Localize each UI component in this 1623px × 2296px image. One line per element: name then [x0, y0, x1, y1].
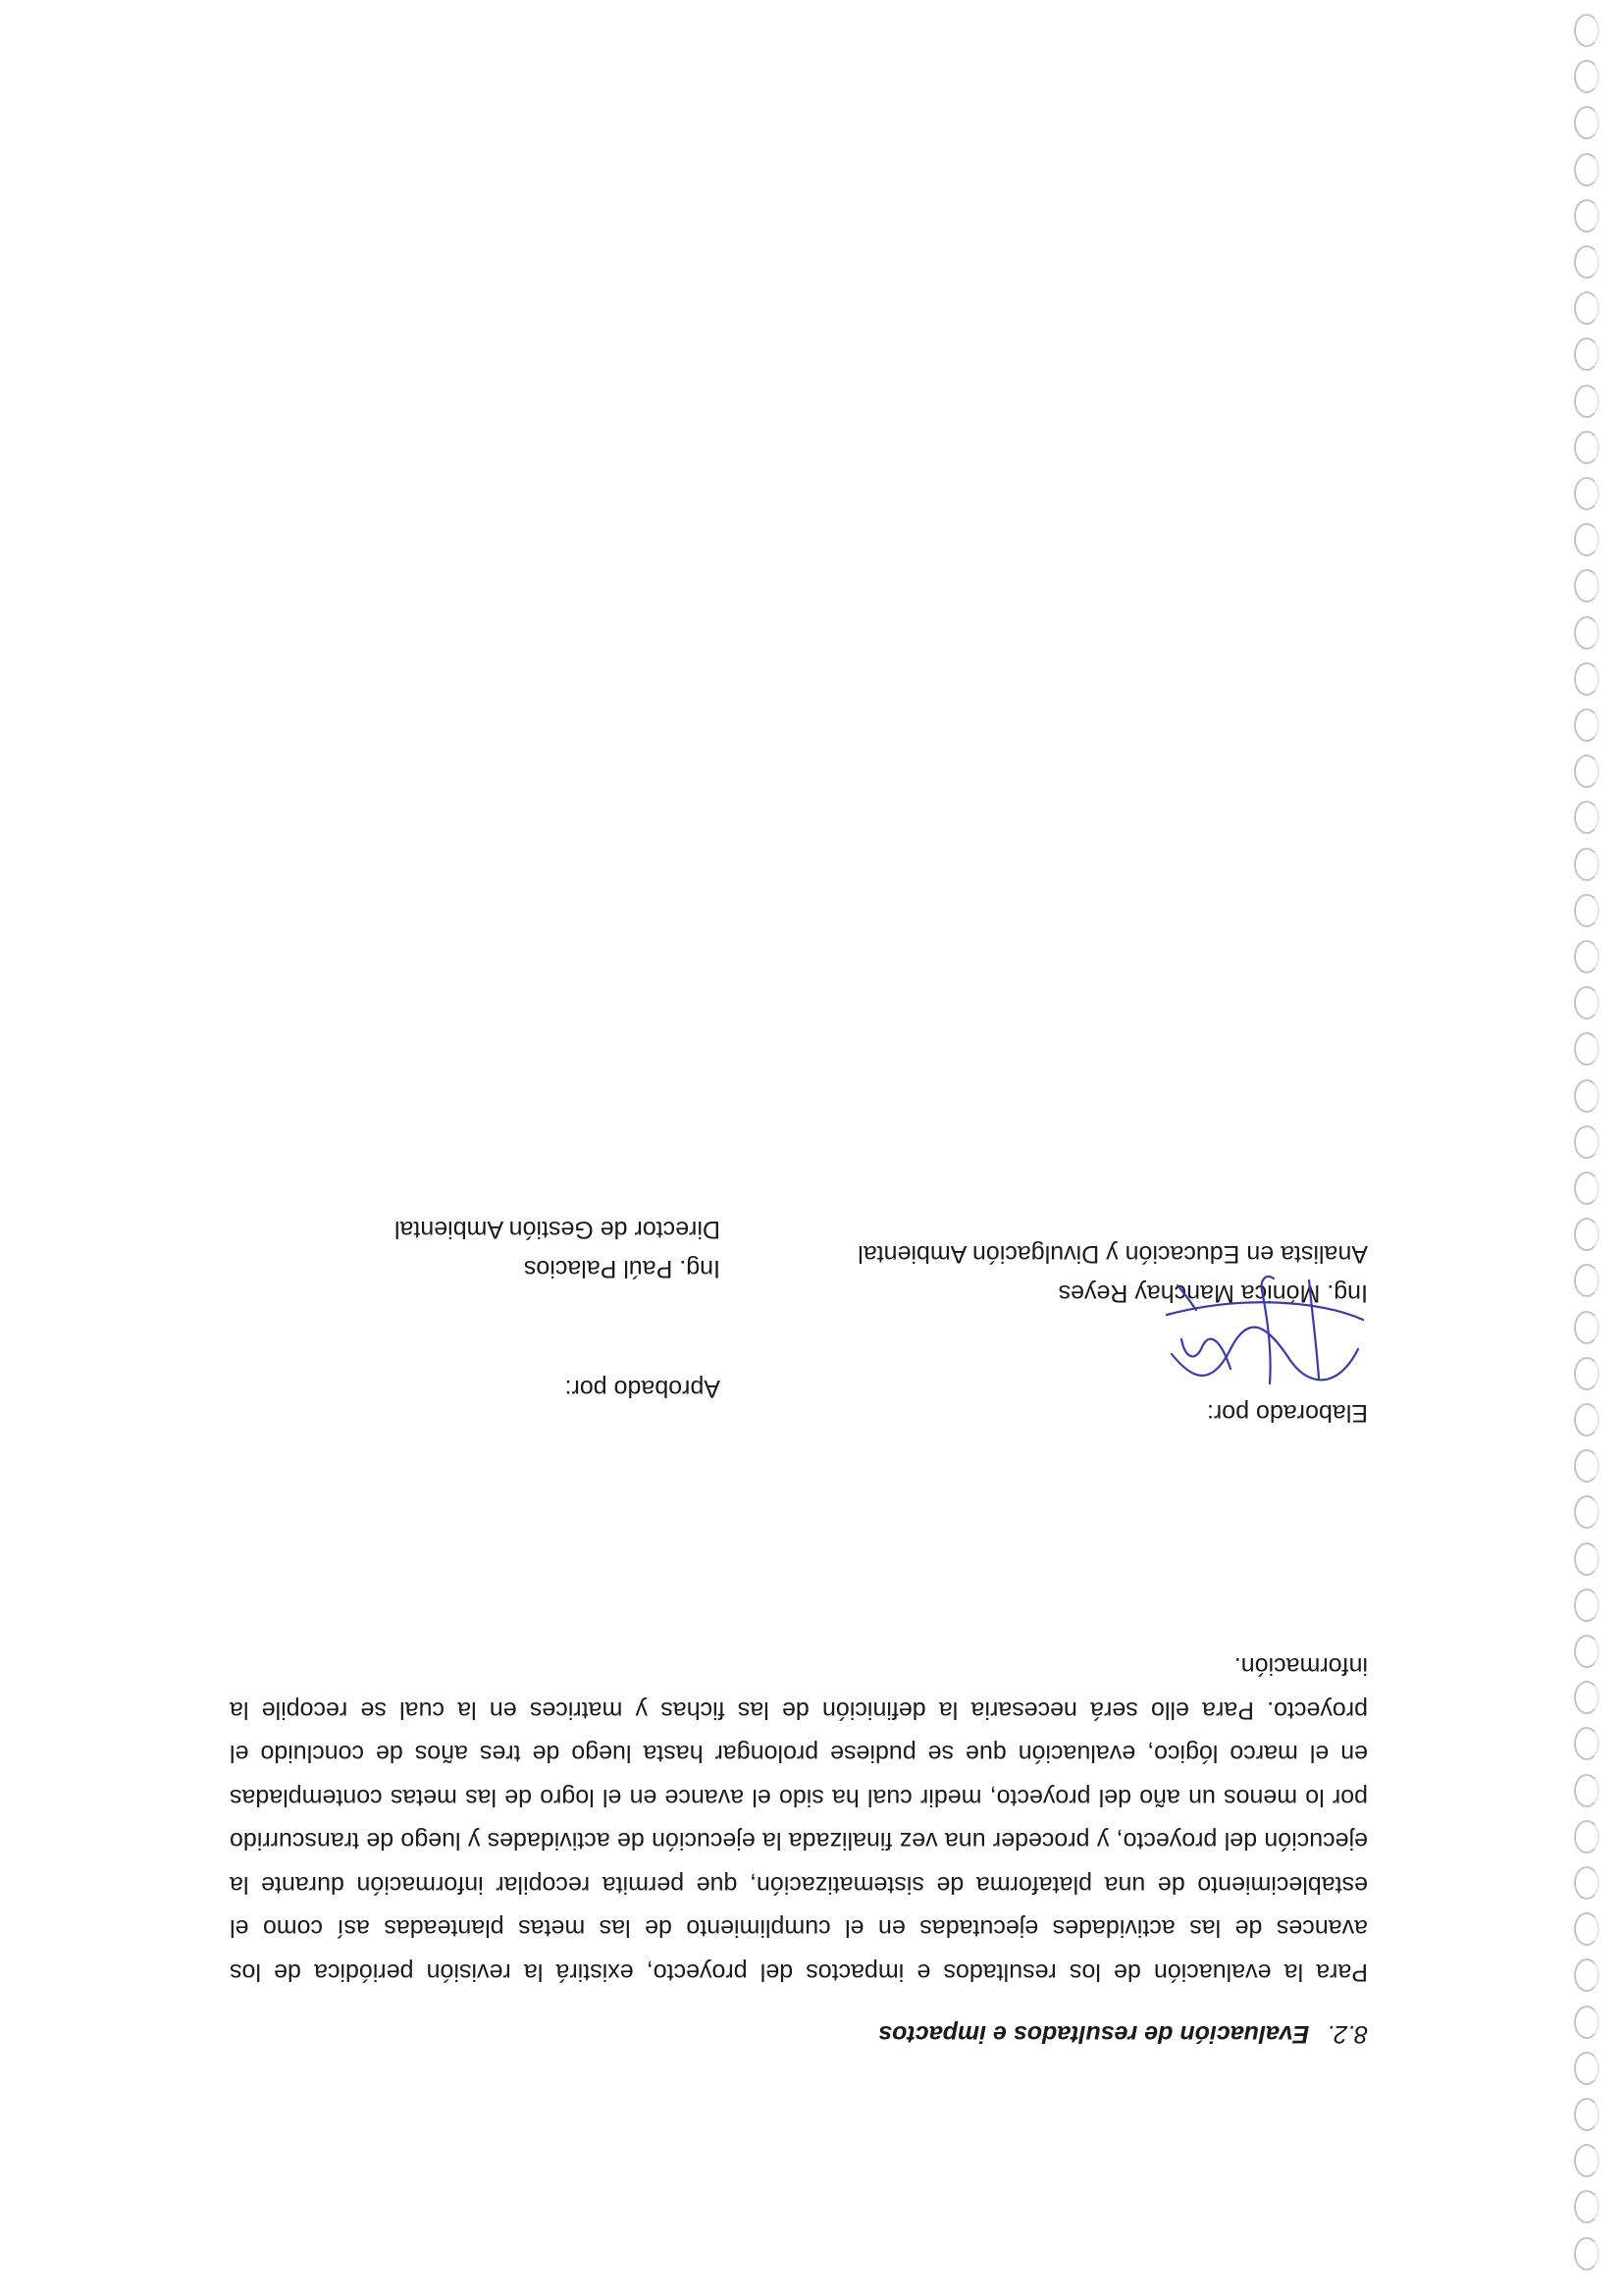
aprobado-label: Aprobado por:	[564, 1375, 720, 1402]
section-title: Evaluación de resultados e impactos	[878, 2020, 1310, 2048]
handwritten-signature	[1152, 1261, 1378, 1408]
section-heading	[230, 2019, 1368, 2048]
body-paragraph: Para la evaluación de los resultados e impactos del proyecto, existirá la revisión periódica de los avances de las actividades ejecutadas en el cumplimiento de las metas planteadas así como el establecimiento de una plataforma de sistematización, que permita recopilar información durante la ejecución del proyecto, y proceder una vez finalizada la ejecución de actividades y luego de transcurrido por lo menos un año del proyecto, medir cual ha sido el avance en el logro de las metas contempladas en el marco lógico, evaluación que se pudiese prolongar hasta luego de tres años de concluido el proyecto. Para ello será necesaria la definición de las fichas y matrices en la cual se recopile la información.	[230, 1652, 1368, 1986]
elaborado-name: Ing. Mónica Manchay Reyes	[1058, 1279, 1368, 1307]
aprobado-block	[230, 1210, 720, 1408]
section-number: 8.2.	[1327, 2020, 1368, 2048]
aprobado-role: Director de Gestión Ambiental	[393, 1216, 720, 1243]
elaborado-label: Elaborado por:	[1206, 1399, 1368, 1427]
aprobado-name: Ing. Paúl Palacios	[523, 1255, 720, 1282]
elaborado-role: Analista en Educación y Divulgación Ambiental	[858, 1240, 1368, 1268]
